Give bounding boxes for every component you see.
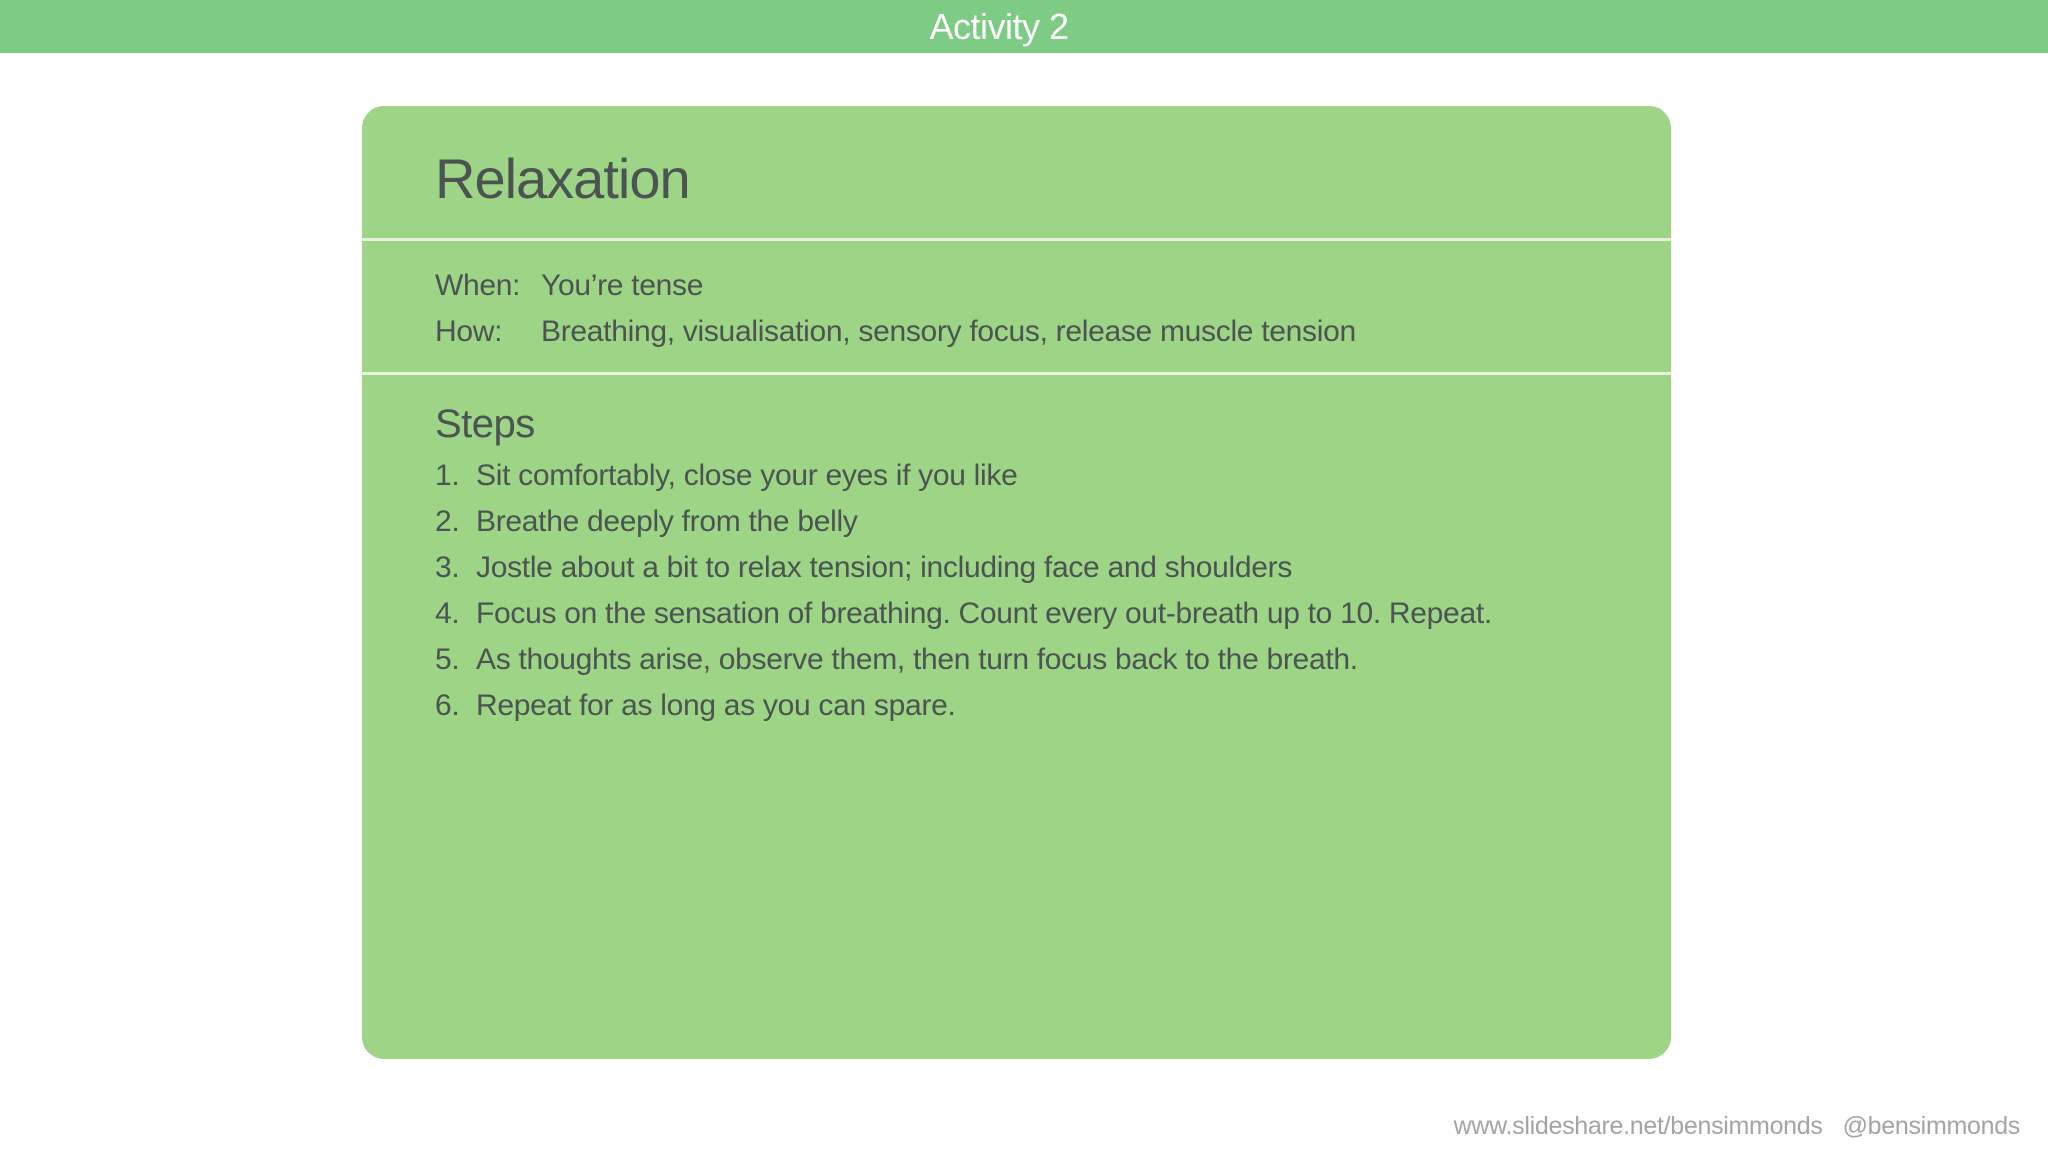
step-text: Breathe deeply from the belly	[476, 505, 858, 538]
when-value: You’re tense	[541, 269, 704, 302]
footer-url: www.slideshare.net/bensimmonds	[1453, 1112, 1823, 1140]
divider	[362, 372, 1671, 375]
step-number: 3.	[435, 551, 460, 584]
steps-heading: Steps	[435, 402, 535, 446]
step-number: 5.	[435, 643, 460, 676]
step-item	[435, 688, 1492, 734]
step-number: 6.	[435, 689, 460, 722]
how-label: How:	[435, 315, 503, 348]
when-label: When:	[435, 269, 521, 302]
step-item	[435, 458, 1492, 504]
header-title: Activity 2	[929, 5, 1069, 47]
step-text: Jostle about a bit to relax tension; including face and shoulders	[476, 551, 1293, 584]
footer-handle: @bensimmonds	[1842, 1112, 2020, 1140]
footer	[1454, 1111, 2020, 1141]
step-item	[435, 642, 1492, 688]
step-item	[435, 596, 1492, 642]
step-number: 1.	[435, 459, 460, 492]
how-value: Breathing, visualisation, sensory focus, release muscle tension	[541, 315, 1356, 348]
header-bar	[0, 0, 2048, 53]
steps-list	[435, 458, 1492, 734]
how-row	[435, 314, 1356, 350]
card-title: Relaxation	[435, 147, 690, 210]
when-row	[435, 268, 703, 304]
step-item	[435, 504, 1492, 550]
step-text: Focus on the sensation of breathing. Count every out-breath up to 10. Repeat.	[476, 597, 1492, 630]
divider	[362, 238, 1671, 241]
step-item	[435, 550, 1492, 596]
step-number: 2.	[435, 505, 460, 538]
step-number: 4.	[435, 597, 460, 630]
step-text: Repeat for as long as you can spare.	[476, 689, 956, 722]
step-text: Sit comfortably, close your eyes if you like	[476, 459, 1018, 492]
activity-card	[362, 106, 1671, 1059]
step-text: As thoughts arise, observe them, then turn focus back to the breath.	[476, 643, 1358, 676]
